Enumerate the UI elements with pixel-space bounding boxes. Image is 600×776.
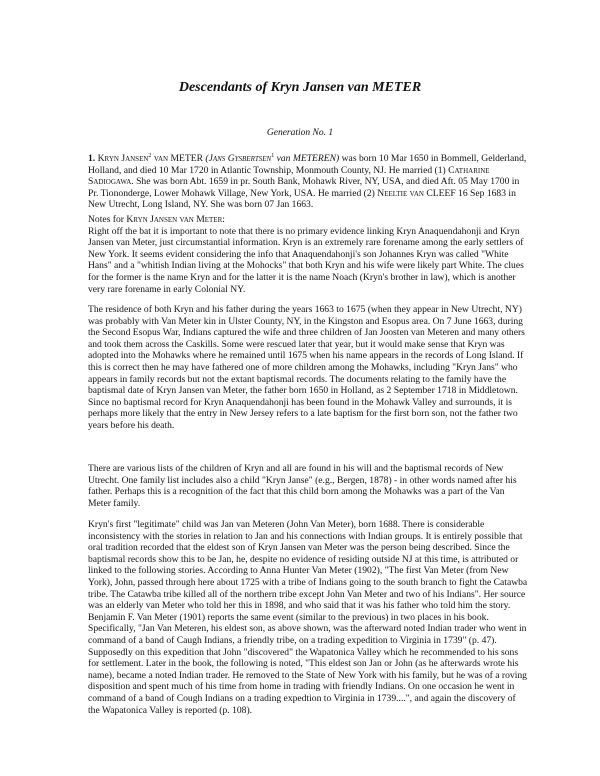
generation-heading: Generation No. 1 — [266, 128, 334, 138]
parent-given-name: Jans Gysbertsen — [208, 153, 272, 164]
notes-section — [88, 214, 528, 295]
notes-heading-name: Kryn Jansen van Meter — [126, 214, 223, 225]
entry-paragraph — [88, 153, 528, 211]
entry-number: 1. — [88, 153, 96, 164]
entry-text-b: . She was born Abt. 1659 in pr. South Bank, Mohawk River, NY, USA, and died Aft. 05 May 1700 in Pr. Tiononderge, Lower Mohawk Village, New York, USA. He married (2) — [88, 176, 520, 199]
notes-heading-suffix: : — [222, 214, 225, 225]
parent-generation-sup: 1 — [271, 152, 275, 159]
entry-text-c: CLEEF 16 Sep 1683 in New Utrecht, Long Island, NY. She was born 07 Jan 1663. — [88, 187, 516, 211]
entry-text-a: was born 10 Mar 1650 in Bommell, Gelderland, Holland, and died 10 Mar 1720 in Atlantic Township, Monmouth County, NJ. He married (1) — [88, 153, 527, 176]
spouse-1-name: Catharine Sadiogawa — [88, 164, 490, 188]
notes-paragraph-4: Kryn's first "legitimate" child was Jan van Meteren (John Van Meter), born 1688. There is considerable inconsistency with the stories in relation to Jan and his connections with Indian groups. It is entirely possible that oral tradition recorded that the eldest son of Kryn Jansen van Meter was the person being described. Since the baptismal records show this to be Jan, he, despite no evidence of residing outside NJ at this time, is attributed or linked to the following stories. According to Anna Hunter Van Meter (1902), "The first Van Meter (from New York), John, passed through here about 1725 with a tribe of Indians going to the south branch to fight the Catawba tribe. The Catawba tribe killed all of the northern tribe except John Van Meter and two of his Indians". Her source was an elderly van Meter who told her this in 1898, and who said that it was his father who told him the story. Benjamin F. Van Meter (1901) reports the same event (similar to the previous) in two places in his book. Specifically, "Jan Van Meteren, his eldest son, as above shown, was the afterward noted Indian trader who went in command of a band of Caugh Indians, a friendly tribe, on a trading expedition to Virginia in 1739" (p. 47). Supposedly on this expedition that John "discovered" the Wapatonica Valley which he recommended to his sons for settlement. Later in the book, the following is noted, "This eldest son Jan or John (as he afterwards wrote his name), became a noted Indian trader. He removed to the State of New York with his family, but he was of a roving disposition and spent much of his time from home in trading with friendly Indians. On one occasion he went in command of a band of Cough Indians on a trading expedtion to Virginia in 1739....", and again the discovery of the Wapatonica Valley is reported (p. 108). — [88, 519, 528, 716]
parent-open: ( — [205, 153, 209, 164]
person-name: Kryn Jansen — [97, 153, 149, 164]
person-surname: METER — [170, 153, 203, 164]
notes-paragraph-3: There are various lists of the children of Kryn and all are found in his will and the baptismal records of New Utrecht. One family list includes also a child "Kryn Janse" (e.g., Bergen, 1878) - in other words named after his father. Perhaps this is a recognition of the fact that this child born among the Mohawks was a part of the Van Meter family. — [88, 463, 517, 509]
generation-sup: 2 — [148, 152, 152, 159]
document-title: Descendants of Kryn Jansen van METER — [178, 80, 422, 95]
person-name-particle: van — [153, 153, 169, 164]
spouse-2-name: Neeltie van — [377, 187, 424, 199]
notes-heading-prefix: Notes for — [88, 214, 127, 225]
notes-paragraph-2: The residence of both Kryn and his father during the years 1663 to 1675 (when they appear in New Utrecht, NY) was probably with Van Meter kin in Ulster County, NY, in the Kingston and Esopus area. On 7 June 1663, during the Second Esopus War, Indians captured the wife and three children of Jan Joosten van Meteren and many others and took them across the Caskills. Some were rescued later that year, but it would make sense that Kryn was adopted into the Mohawks where he remained until 1675 when his name appears in the records of Long Island. If this is correct then he may have fathered one of more children among the Mohawks, including "Kryn Jans" who appears in family records but not the extant baptismal records. The documents relating to the family have the baptismal date of Kryn Jansen van Meter, the father born 1650 in Holland, as 2 September 1718 in Middletown. Since no baptismal record for Kryn Anaquendahonji has been found in the Mohawk Valley and surrounds, it is perhaps more likely that the entry in New Jersey refers to a late baptism for the first born son, not the father two years before his death. — [88, 304, 525, 431]
parent-close: ) — [336, 153, 340, 164]
parent-surname: van METEREN — [276, 153, 337, 164]
notes-heading — [88, 214, 528, 226]
notes-paragraph-1: Right off the bat it is important to note that there is no primary evidence linking Kryn Anaquendahonji and Kryn Jansen van Meter, just circumstantial information. Kryn is an extremely rare forename among the early settlers of New York. It seems evident considering the info that Anaquendahonji's son Johannes Kryn was called "White Hans" and a "whitish Indian living at the Mohocks" that both Kryn and his wife were likely part White. The clues for the former is the name Kryn and for the latter it is the name Noach (Kryn's brother in law), which is another very rare forename in early Colonial NY. — [88, 225, 524, 295]
